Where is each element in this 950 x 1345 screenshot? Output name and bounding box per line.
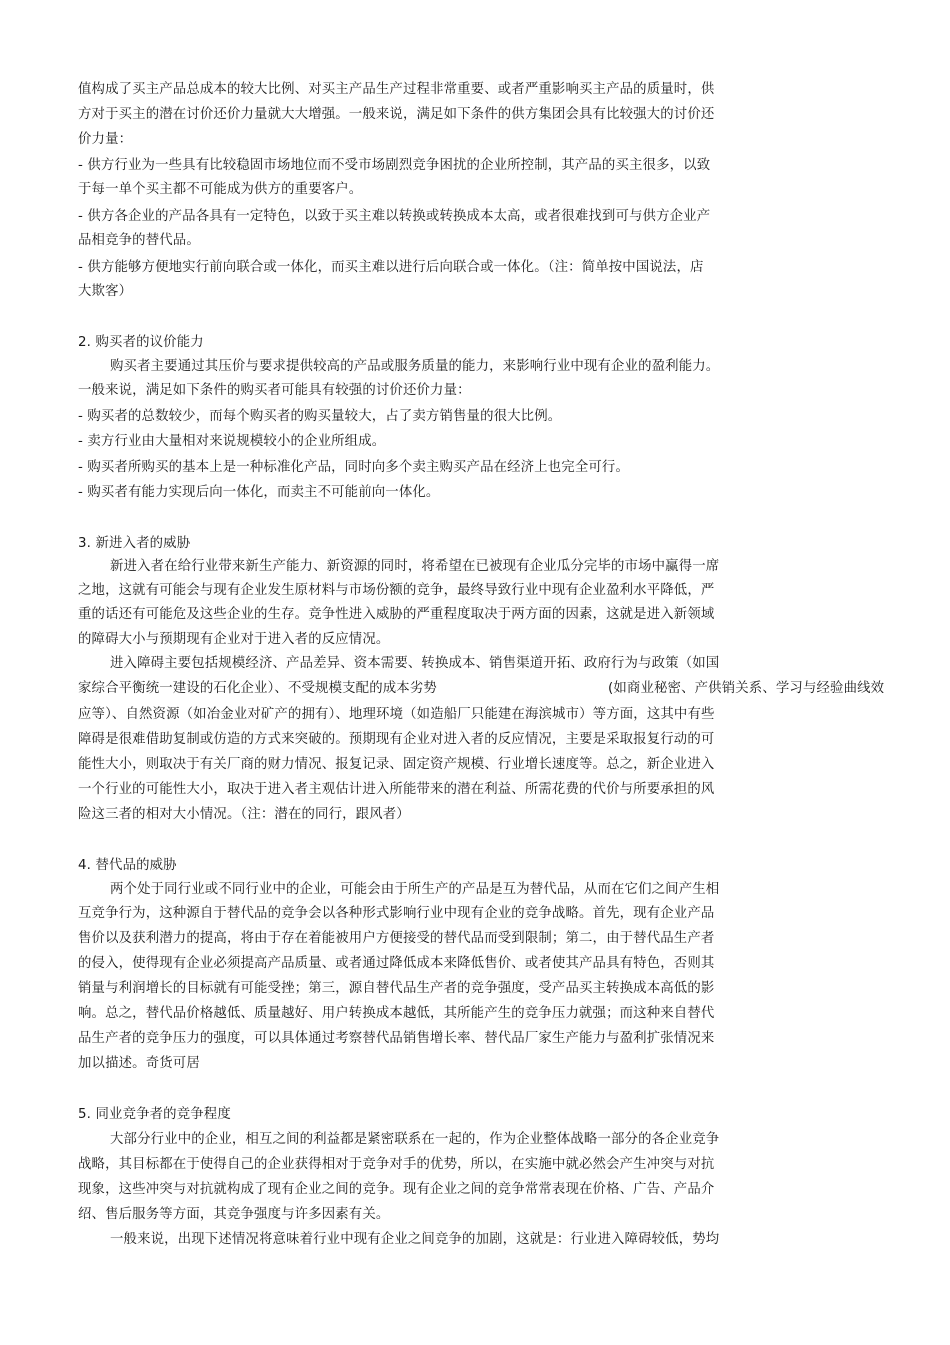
- paragraph-line: 绍、售后服务等方面，其竞争强度与许多因素有关。: [78, 1207, 390, 1222]
- paragraph-line: 销量与利润增长的目标就有可能受挫；第三，源自替代品生产者的竞争强度，受产品买主转换成本高低的影: [78, 981, 715, 996]
- paragraph-line: 应等）、自然资源（如冶金业对矿产的拥有）、地理环境（如造船厂只能建在海滨城市）等方面，这其中有些: [78, 707, 715, 722]
- paragraph-segment: 家综合平衡统一建设的石化企业）、不受规模支配的成本劣势: [78, 681, 437, 696]
- paragraph-line: 障碍是很难借助复制或仿造的方式来突破的。预期现有企业对进入者的反应情况，主要是采取报复行动的可: [78, 732, 715, 747]
- paragraph-line: 进入障碍主要包括规模经济、产品差异、资本需要、转换成本、销售渠道开拓、政府行为与政策（如国: [110, 656, 720, 671]
- bullet-item: - 购买者的总数较少，而每个购买者的购买量较大，占了卖方销售量的很大比例。: [78, 409, 562, 424]
- paragraph-line: 能性大小，则取决于有关厂商的财力情况、报复记录、固定资产规模、行业增长速度等。总之，新企业进入: [78, 757, 715, 772]
- section-heading: 2. 购买者的议价能力: [78, 335, 204, 350]
- paragraph-line: 加以描述。奇货可居: [78, 1056, 200, 1071]
- bullet-item: - 供方能够方便地实行前向联合或一体化，而买主难以进行后向联合或一体化。（注：简单按中国说法，店: [78, 260, 704, 275]
- paragraph-line: 售价以及获利潜力的提高，将由于存在着能被用户方便接受的替代品而受到限制；第二，由于替代品生产者: [78, 931, 715, 946]
- bullet-item: - 供方各企业的产品各具有一定特色，以致于买主难以转换或转换成本太高，或者很难找到可与供方企业产: [78, 209, 711, 224]
- text-line: 方对于买主的潜在讨价还价力量就大大增强。一般来说，满足如下条件的供方集团会具有比较强大的讨价还: [78, 107, 715, 122]
- bullet-item: - 供方行业为一些具有比较稳固市场地位而不受市场剧烈竞争困扰的企业所控制，其产品的买主很多，以致: [78, 158, 711, 173]
- paragraph-segment: (如商业秘密、产供销关系、学习与经验曲线效: [608, 681, 885, 696]
- bullet-item-cont: 大欺客）: [78, 284, 133, 299]
- section-heading: 3. 新进入者的威胁: [78, 536, 191, 551]
- paragraph-line: 品生产者的竞争压力的强度，可以具体通过考察替代品销售增长率、替代品厂家生产能力与盈利扩张情况来: [78, 1031, 715, 1046]
- section-heading: 5. 同业竞争者的竞争程度: [78, 1107, 231, 1122]
- paragraph-line: 大部分行业中的企业，相互之间的利益都是紧密联系在一起的，作为企业整体战略一部分的各企业竞争: [110, 1132, 720, 1147]
- paragraph-line: 一个行业的可能性大小，取决于进入者主观估计进入所能带来的潜在利益、所需花费的代价与所要承担的风: [78, 782, 715, 797]
- bullet-item-cont: 品相竞争的替代品。: [78, 233, 200, 248]
- bullet-item-cont: 于每一单个买主都不可能成为供方的重要客户。: [78, 182, 363, 197]
- paragraph-line: 重的话还有可能危及这些企业的生存。竞争性进入威胁的严重程度取决于两方面的因素，这就是进入新领域: [78, 607, 715, 622]
- paragraph-line: 的侵入，使得现有企业必须提高产品质量、或者通过降低成本来降低售价、或者使其产品具有特色，否则其: [78, 956, 715, 971]
- paragraph-line: 的障碍大小与预期现有企业对于进入者的反应情况。: [78, 632, 390, 647]
- text-line: 值构成了买主产品总成本的较大比例、对买主产品生产过程非常重要、或者严重影响买主产品的质量时，供: [78, 82, 715, 97]
- paragraph-line: 险这三者的相对大小情况。（注：潜在的同行，跟风者）: [78, 807, 410, 822]
- paragraph-line: 现象，这些冲突与对抗就构成了现有企业之间的竞争。现有企业之间的竞争常常表现在价格、广告、产品介: [78, 1182, 715, 1197]
- paragraph-line: 互竞争行为，这种源自于替代品的竞争会以各种形式影响行业中现有企业的竞争战略。首先，现有企业产品: [78, 906, 715, 921]
- paragraph-line: 响。总之，替代品价格越低、质量越好、用户转换成本越低，其所能产生的竞争压力就强；而这种来自替代: [78, 1006, 715, 1021]
- paragraph-line: 一般来说，满足如下条件的购买者可能具有较强的讨价还价力量：: [78, 383, 471, 398]
- paragraph-line: 一般来说，出现下述情况将意味着行业中现有企业之间竞争的加剧，这就是：行业进入障碍较低，势均: [110, 1232, 720, 1247]
- paragraph-line: 之地，这就有可能会与现有企业发生原材料与市场份额的竞争，最终导致行业中现有企业盈利水平降低，严: [78, 583, 715, 598]
- paragraph-line: 新进入者在给行业带来新生产能力、新资源的同时，将希望在已被现有企业瓜分完毕的市场中赢得一席: [110, 559, 720, 574]
- paragraph-line: 购买者主要通过其压价与要求提供较高的产品或服务质量的能力，来影响行业中现有企业的盈利能力。: [110, 359, 720, 374]
- paragraph-line: 战略，其目标都在于使得自己的企业获得相对于竞争对手的优势，所以，在实施中就必然会产生冲突与对抗: [78, 1157, 715, 1172]
- bullet-item: - 购买者有能力实现后向一体化，而卖主不可能前向一体化。: [78, 485, 440, 500]
- text-line: 价力量：: [78, 132, 133, 147]
- bullet-item: - 卖方行业由大量相对来说规模较小的企业所组成。: [78, 434, 386, 449]
- paragraph-line: [78, 680, 885, 698]
- bullet-item: - 购买者所购买的基本上是一种标准化产品，同时向多个卖主购买产品在经济上也完全可行。: [78, 460, 630, 475]
- paragraph-line: 两个处于同行业或不同行业中的企业，可能会由于所生产的产品是互为替代品，从而在它们之间产生相: [110, 882, 720, 897]
- section-heading: 4. 替代品的威胁: [78, 858, 177, 873]
